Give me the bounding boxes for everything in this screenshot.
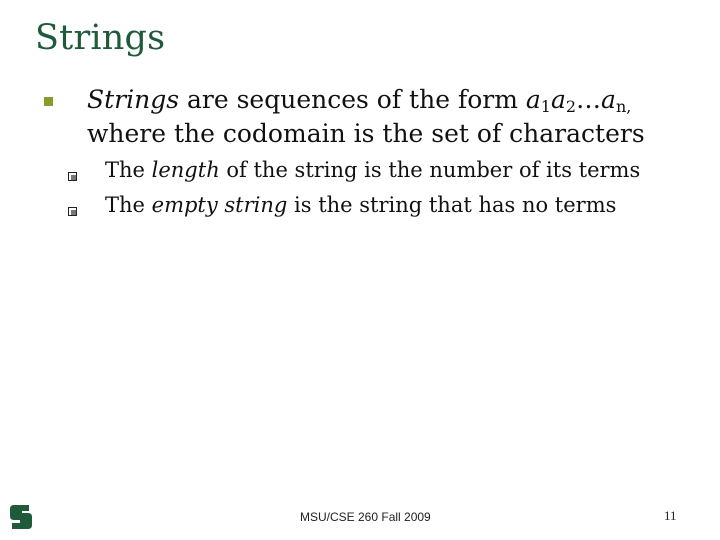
page-number: 11	[664, 508, 677, 523]
formula-an-var: a	[601, 85, 616, 114]
msu-spartan-s-logo-icon	[9, 504, 33, 530]
sub-bullet-box-icon	[68, 172, 77, 181]
formula-an-sub: n,	[615, 97, 632, 116]
formula-a1-sub: 1	[540, 97, 551, 116]
formula-a2-sub: 2	[565, 97, 577, 116]
main-bullet-square-icon	[44, 97, 53, 106]
formula-ellipsis: …	[576, 85, 602, 114]
formula-a2-var: a	[550, 85, 566, 114]
sub-bullet-after: is the string that has no terms	[287, 193, 617, 217]
footer-course-text: MSU/CSE 260 Fall 2009	[300, 510, 431, 524]
length-term: length	[151, 158, 220, 182]
main-bullet-text	[87, 83, 697, 151]
sub-bullet-empty-string	[105, 191, 616, 219]
sub-bullet-after: of the string is the number of its terms	[219, 158, 641, 182]
sub-bullet-length	[105, 156, 640, 184]
bullet-text-after: where the codomain is the set of characters	[87, 119, 645, 148]
sub-bullet-before: The	[105, 193, 152, 217]
formula-a1-var: a	[525, 85, 541, 114]
slide-title: Strings	[35, 18, 166, 58]
strings-term: Strings	[87, 85, 180, 114]
bullet-text-before: are sequences of the form	[179, 85, 526, 114]
empty-string-term: empty string	[151, 193, 288, 217]
sub-bullet-before: The	[105, 158, 152, 182]
sub-bullet-box-icon	[68, 207, 77, 216]
